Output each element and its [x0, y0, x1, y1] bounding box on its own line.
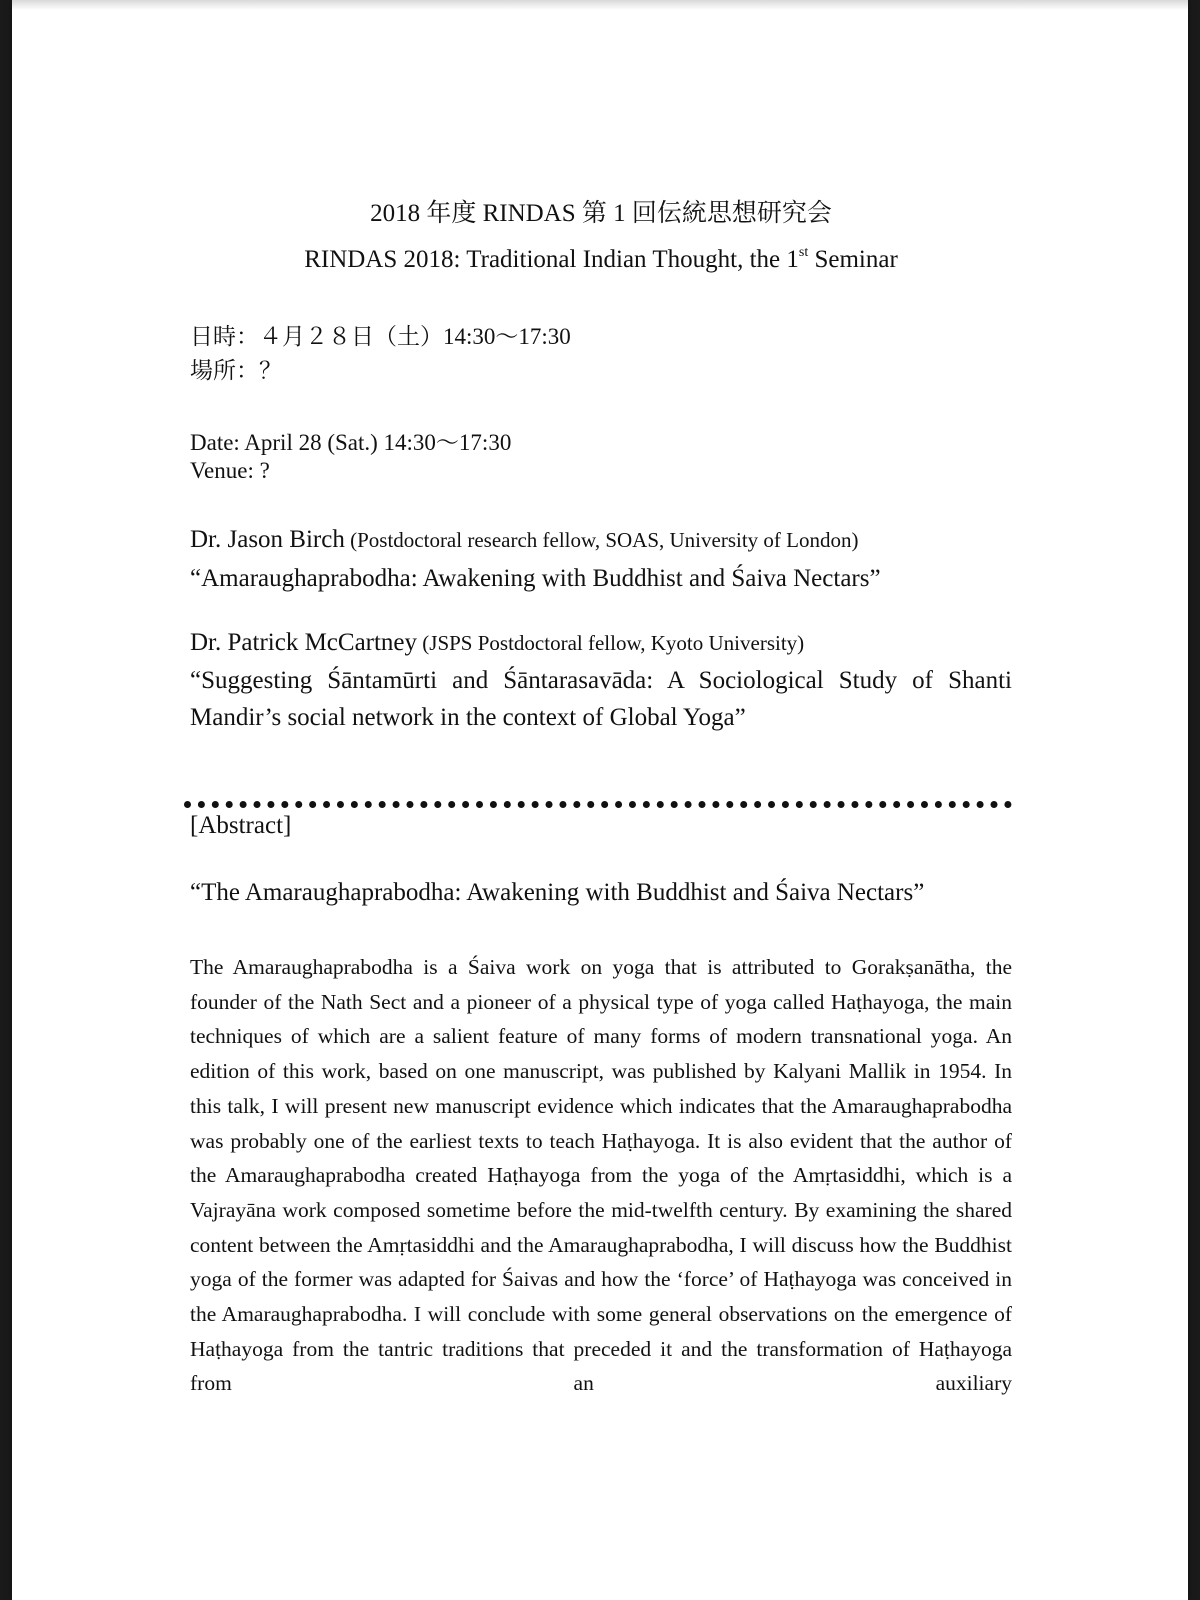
abstract-title: “The Amaraughaprabodha: Awakening with Buddhist and Śaiva Nectars”: [190, 879, 925, 906]
section-divider: [184, 801, 1012, 808]
page-top-shadow: [12, 0, 1188, 10]
schedule-en-venue: Venue: ?: [190, 458, 270, 483]
title-english-main: RINDAS 2018: Traditional Indian Thought, the 1: [304, 246, 799, 273]
speaker-1-talk-title: “Amaraughaprabodha: Awakening with Buddhist and Śaiva Nectars”: [190, 565, 881, 592]
speaker-2-affiliation: (JSPS Postdoctoral fellow, Kyoto University): [417, 631, 805, 655]
speaker-2-talk-title: “Suggesting Śāntamūrti and Śāntarasavāda: A Sociological Study of Shanti Mandir’s social network in the context of Global Yoga”: [190, 667, 1012, 731]
speaker-2: [190, 629, 804, 657]
title-english-tail: Seminar: [808, 246, 898, 273]
title-japanese: 2018 年度 RINDAS 第 1 回伝統思想研究会: [370, 200, 832, 227]
speaker-1-affiliation: (Postdoctoral research fellow, SOAS, University of London): [344, 528, 859, 552]
speaker-1: [190, 526, 858, 554]
schedule-en-date: Date: April 28 (Sat.) 14:30～17:30: [190, 430, 512, 455]
abstract-body: The Amaraughaprabodha is a Śaiva work on yoga that is attributed to Gorakṣanātha, the founder of the Nath Sect and a pioneer of a physical type of yoga called Haṭhayoga, the main techniques of which are a salient feature of many forms of modern transnational yoga. An edition of this work, based on one manuscript, was published by Kalyani Mallik in 1954. In this talk, I will present new manuscript evidence which indicates that the Amaraughaprabodha was probably one of the earliest texts to teach Haṭhayoga. It is also evident that the author of the Amaraughaprabodha created Haṭhayoga from the yoga of the Amṛtasiddhi, which is a Vajrayāna work composed sometime before the mid-twelfth century. By examining the shared content between the Amṛtasiddhi and the Amaraughaprabodha, I will discuss how the Buddhist yoga of the former was adapted for Śaivas and how the ‘force’ of Haṭhayoga was conceived in the Amaraughaprabodha. I will conclude with some general observations on the emergence of Haṭhayoga from the tantric traditions that preceded it and the transformation of Haṭhayoga from an auxiliary: [190, 955, 1012, 1396]
title-english-ordinal: st: [798, 244, 809, 260]
abstract-label: [Abstract]: [190, 812, 292, 839]
schedule-jp-datetime: 日時：４月２８日（土）14:30～17:30: [190, 324, 571, 349]
title-english: [190, 246, 1012, 274]
document-page: [12, 0, 1188, 1600]
speaker-2-name: Dr. Patrick McCartney: [190, 629, 418, 656]
speaker-1-name: Dr. Jason Birch: [190, 526, 345, 553]
schedule-jp-venue: 場所：？: [190, 358, 282, 383]
